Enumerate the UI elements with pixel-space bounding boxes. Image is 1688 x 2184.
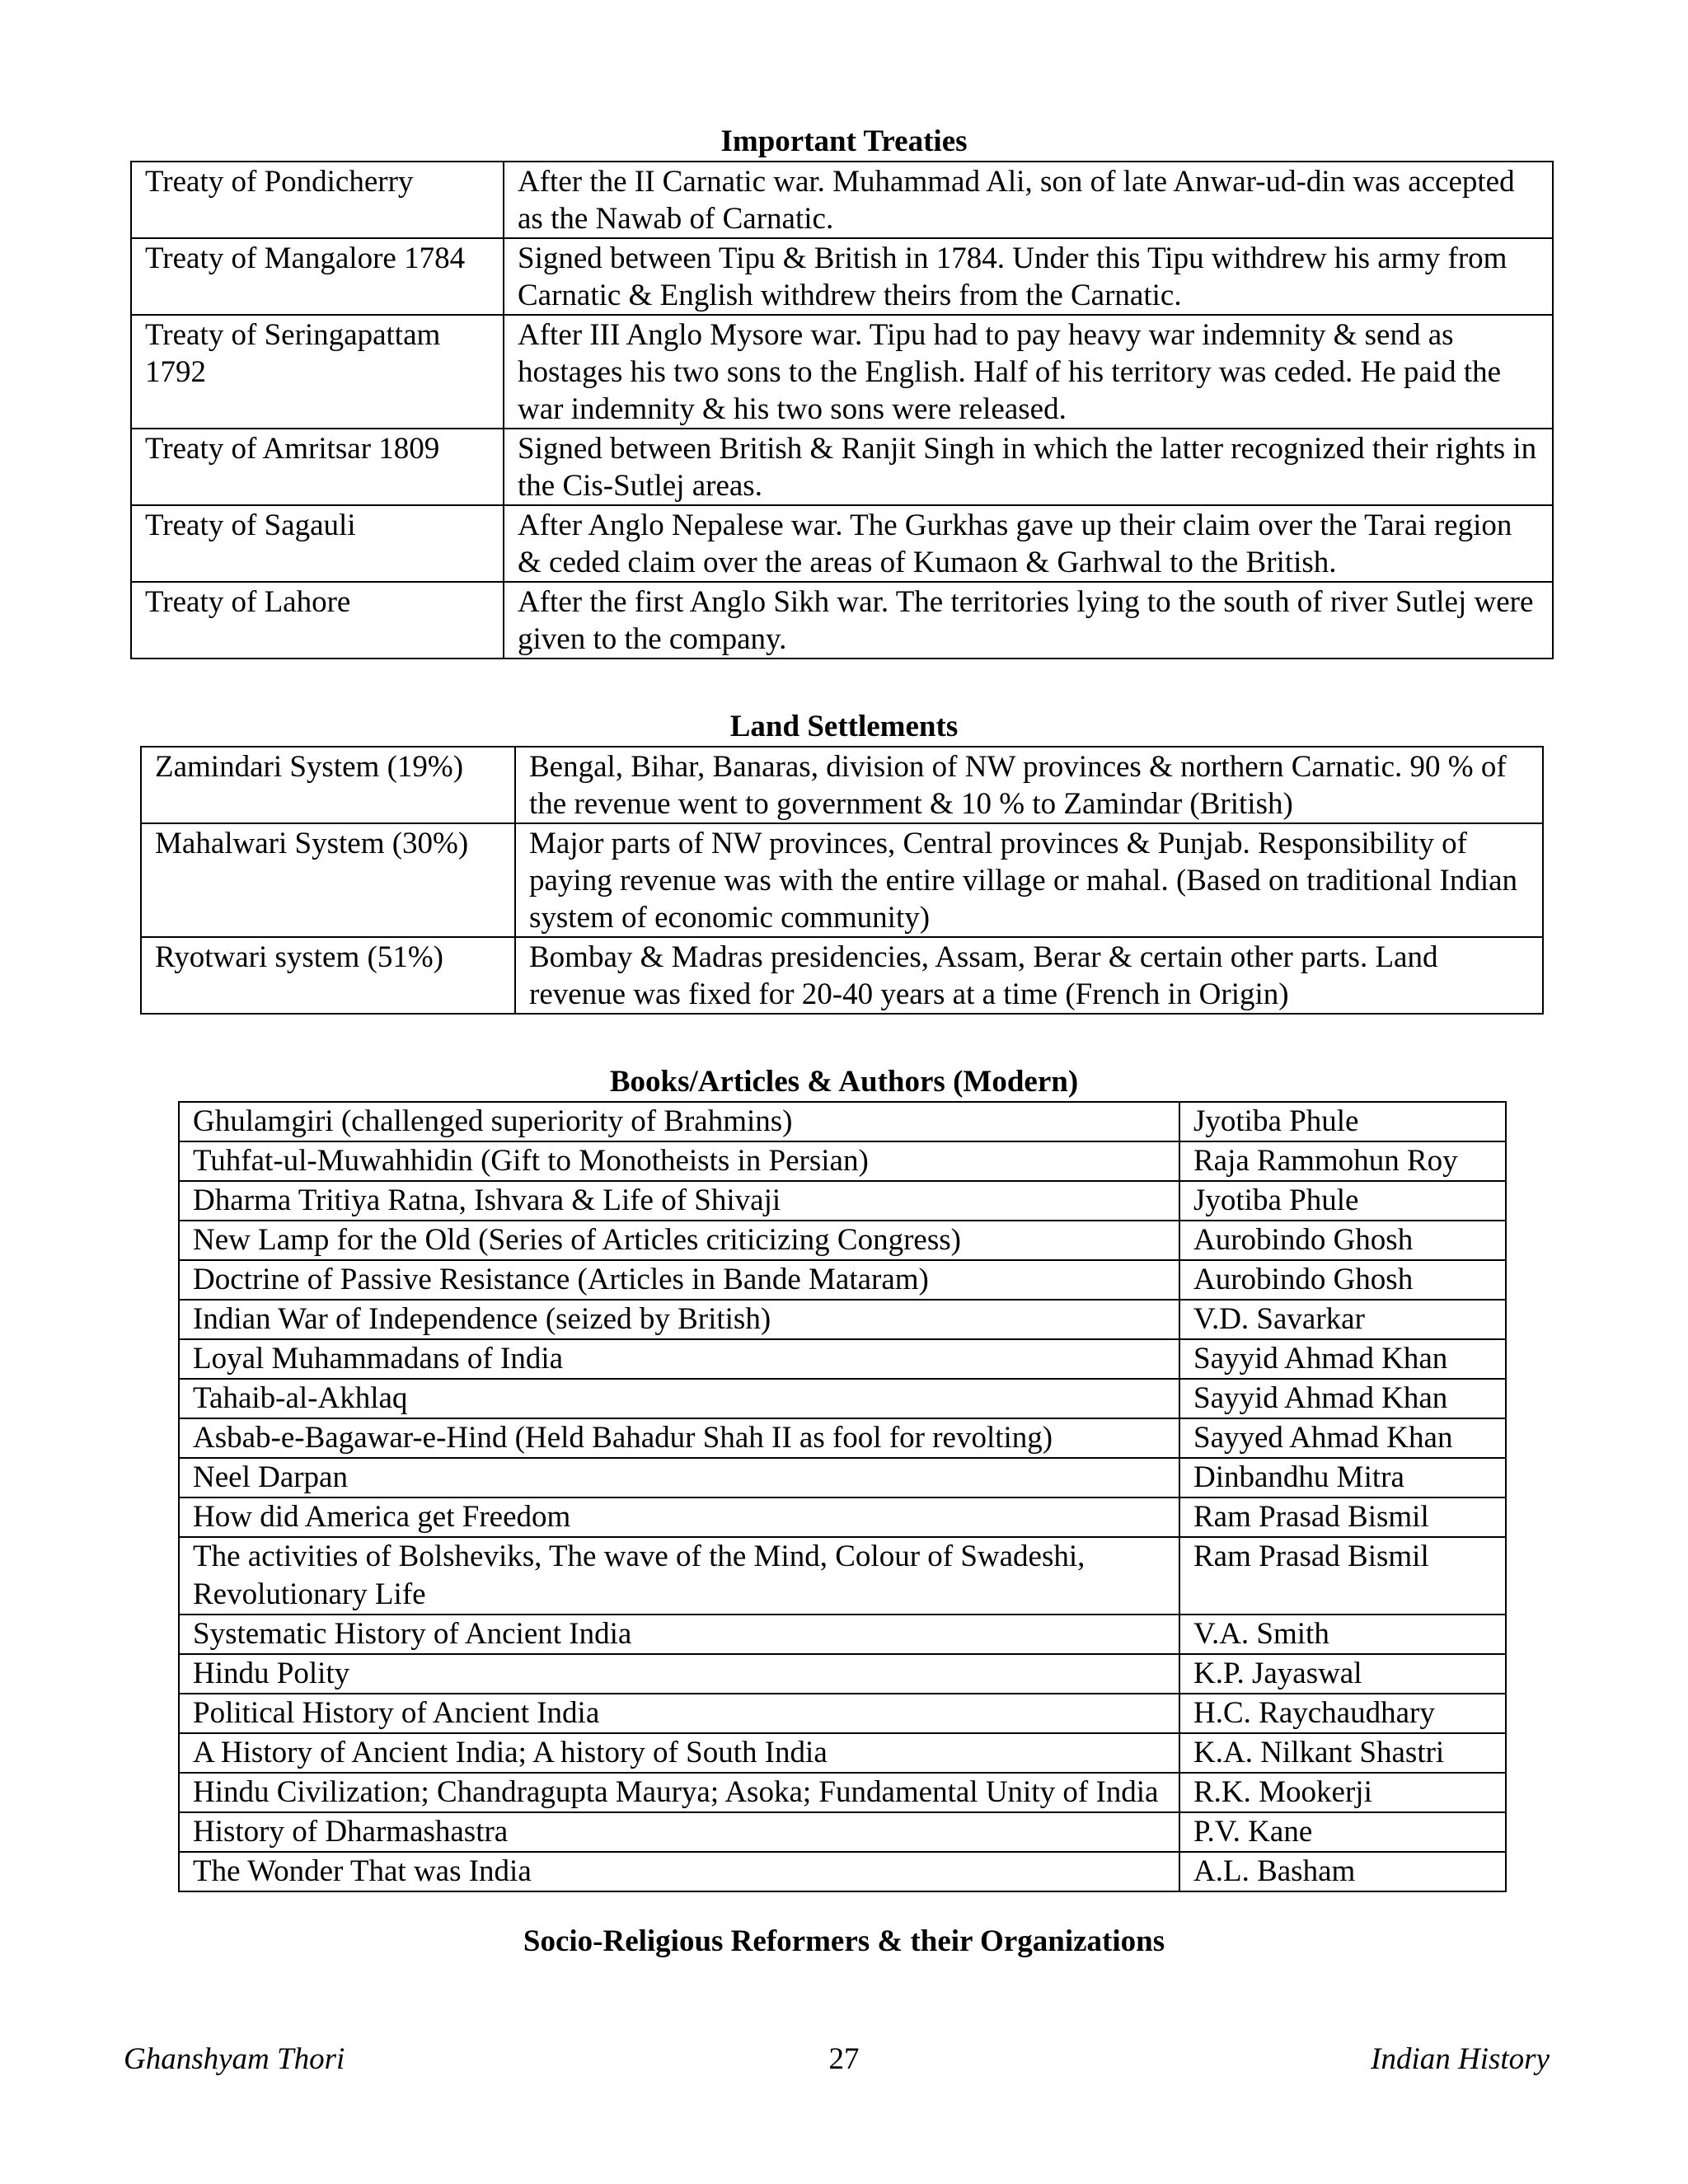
table-row bbox=[141, 747, 1543, 823]
table-row bbox=[179, 1654, 1506, 1694]
book-title: History of Dharmashastra bbox=[179, 1812, 1179, 1852]
settlement-name: Ryotwari system (51%) bbox=[141, 937, 515, 1014]
treaty-description: After Anglo Nepalese war. The Gurkhas gave up their claim over the Tarai region & ceded claim over the areas of Kumaon & Garhwal to the British. bbox=[504, 505, 1553, 582]
settlement-description: Bengal, Bihar, Banaras, division of NW provinces & northern Carnatic. 90 % of the revenue went to government & 10 % to Zamindar (British) bbox=[515, 747, 1543, 823]
table-row bbox=[179, 1694, 1506, 1733]
table-row bbox=[179, 1733, 1506, 1773]
book-title: Political History of Ancient India bbox=[179, 1694, 1179, 1733]
book-author: V.D. Savarkar bbox=[1179, 1300, 1506, 1339]
book-author: K.A. Nilkant Shastri bbox=[1179, 1733, 1506, 1773]
treaties-title: Important Treaties bbox=[720, 124, 968, 158]
book-title: Ghulamgiri (challenged superiority of Brahmins) bbox=[179, 1102, 1179, 1141]
book-author: Sayyid Ahmad Khan bbox=[1179, 1379, 1506, 1418]
table-row bbox=[131, 162, 1553, 238]
treaty-description: After III Anglo Mysore war. Tipu had to pay heavy war indemnity & send as hostages his two sons to the English. Half of his territory was ceded. He paid the war indemnity & his two sons were released. bbox=[504, 315, 1553, 429]
book-author: Jyotiba Phule bbox=[1179, 1181, 1506, 1221]
table-row bbox=[179, 1537, 1506, 1615]
book-author: K.P. Jayaswal bbox=[1179, 1654, 1506, 1694]
treaty-description: Signed between British & Ranjit Singh in which the latter recognized their rights in the Cis-Sutlej areas. bbox=[504, 429, 1553, 505]
treaty-name: Treaty of Seringapattam 1792 bbox=[131, 315, 504, 429]
table-row bbox=[179, 1458, 1506, 1497]
treaty-name: Treaty of Amritsar 1809 bbox=[131, 429, 504, 505]
table-row bbox=[179, 1260, 1506, 1300]
treaty-name: Treaty of Pondicherry bbox=[131, 162, 504, 238]
book-author: R.K. Mookerji bbox=[1179, 1773, 1506, 1812]
treaty-name: Treaty of Sagauli bbox=[131, 505, 504, 582]
table-row bbox=[179, 1102, 1506, 1141]
book-author: Ram Prasad Bismil bbox=[1179, 1537, 1506, 1615]
book-title: Systematic History of Ancient India bbox=[179, 1615, 1179, 1654]
treaty-name: Treaty of Mangalore 1784 bbox=[131, 238, 504, 315]
book-author: Jyotiba Phule bbox=[1179, 1102, 1506, 1141]
book-author: Ram Prasad Bismil bbox=[1179, 1497, 1506, 1537]
table-row bbox=[179, 1300, 1506, 1339]
book-title: How did America get Freedom bbox=[179, 1497, 1179, 1537]
book-title: Tuhfat-ul-Muwahhidin (Gift to Monotheists in Persian) bbox=[179, 1141, 1179, 1181]
book-title: Asbab-e-Bagawar-e-Hind (Held Bahadur Shah II as fool for revolting) bbox=[179, 1418, 1179, 1458]
footer-author: Ghanshyam Thori bbox=[124, 2042, 345, 2076]
page-number: 27 bbox=[828, 2042, 860, 2076]
book-author: Aurobindo Ghosh bbox=[1179, 1260, 1506, 1300]
table-row bbox=[179, 1418, 1506, 1458]
settlement-description: Major parts of NW provinces, Central provinces & Punjab. Responsibility of paying revenue was with the entire village or mahal. (Based on traditional Indian system of economic community) bbox=[515, 823, 1543, 937]
table-row bbox=[179, 1773, 1506, 1812]
land-settlements-title: Land Settlements bbox=[729, 710, 959, 743]
book-title: Dharma Tritiya Ratna, Ishvara & Life of Shivaji bbox=[179, 1181, 1179, 1221]
book-title: Tahaib-al-Akhlaq bbox=[179, 1379, 1179, 1418]
book-title: Indian War of Independence (seized by British) bbox=[179, 1300, 1179, 1339]
treaty-description: After the first Anglo Sikh war. The territories lying to the south of river Sutlej were given to the company. bbox=[504, 582, 1553, 658]
treaty-description: Signed between Tipu & British in 1784. Under this Tipu withdrew his army from Carnatic & English withdrew theirs from the Carnatic. bbox=[504, 238, 1553, 315]
table-row bbox=[131, 238, 1553, 315]
book-author: Raja Rammohun Roy bbox=[1179, 1141, 1506, 1181]
table-row bbox=[179, 1141, 1506, 1181]
table-row bbox=[131, 315, 1553, 429]
book-title: A History of Ancient India; A history of South India bbox=[179, 1733, 1179, 1773]
land-settlements-table bbox=[140, 746, 1544, 1015]
table-row bbox=[179, 1221, 1506, 1260]
book-author: Sayyed Ahmad Khan bbox=[1179, 1418, 1506, 1458]
book-author: Aurobindo Ghosh bbox=[1179, 1221, 1506, 1260]
table-row bbox=[141, 937, 1543, 1014]
settlement-name: Zamindari System (19%) bbox=[141, 747, 515, 823]
book-title: The activities of Bolsheviks, The wave of the Mind, Colour of Swadeshi, Revolutionary Life bbox=[179, 1537, 1179, 1615]
settlement-name: Mahalwari System (30%) bbox=[141, 823, 515, 937]
table-row bbox=[179, 1497, 1506, 1537]
table-row bbox=[131, 582, 1553, 658]
book-author: Sayyid Ahmad Khan bbox=[1179, 1339, 1506, 1379]
treaty-description: After the II Carnatic war. Muhammad Ali, son of late Anwar-ud-din was accepted as the Nawab of Carnatic. bbox=[504, 162, 1553, 238]
book-title: Loyal Muhammadans of India bbox=[179, 1339, 1179, 1379]
books-authors-table bbox=[178, 1101, 1507, 1892]
table-row bbox=[179, 1852, 1506, 1891]
table-row bbox=[179, 1615, 1506, 1654]
table-row bbox=[179, 1812, 1506, 1852]
book-title: Hindu Civilization; Chandragupta Maurya; Asoka; Fundamental Unity of India bbox=[179, 1773, 1179, 1812]
treaty-name: Treaty of Lahore bbox=[131, 582, 504, 658]
settlement-description: Bombay & Madras presidencies, Assam, Berar & certain other parts. Land revenue was fixed for 20-40 years at a time (French in Origin) bbox=[515, 937, 1543, 1014]
book-title: Neel Darpan bbox=[179, 1458, 1179, 1497]
footer-subject: Indian History bbox=[1371, 2042, 1550, 2076]
books-title: Books/Articles & Authors (Modern) bbox=[609, 1065, 1079, 1099]
reformers-title: Socio-Religious Reformers & their Organizations bbox=[523, 1924, 1165, 1958]
book-title: The Wonder That was India bbox=[179, 1852, 1179, 1891]
treaties-table bbox=[130, 161, 1554, 659]
book-title: New Lamp for the Old (Series of Articles criticizing Congress) bbox=[179, 1221, 1179, 1260]
book-author: H.C. Raychaudhary bbox=[1179, 1694, 1506, 1733]
book-author: Dinbandhu Mitra bbox=[1179, 1458, 1506, 1497]
book-author: V.A. Smith bbox=[1179, 1615, 1506, 1654]
book-title: Doctrine of Passive Resistance (Articles in Bande Mataram) bbox=[179, 1260, 1179, 1300]
table-row bbox=[179, 1379, 1506, 1418]
table-row bbox=[141, 823, 1543, 937]
table-row bbox=[179, 1181, 1506, 1221]
table-row bbox=[131, 505, 1553, 582]
book-author: A.L. Basham bbox=[1179, 1852, 1506, 1891]
book-author: P.V. Kane bbox=[1179, 1812, 1506, 1852]
table-row bbox=[131, 429, 1553, 505]
book-title: Hindu Polity bbox=[179, 1654, 1179, 1694]
table-row bbox=[179, 1339, 1506, 1379]
